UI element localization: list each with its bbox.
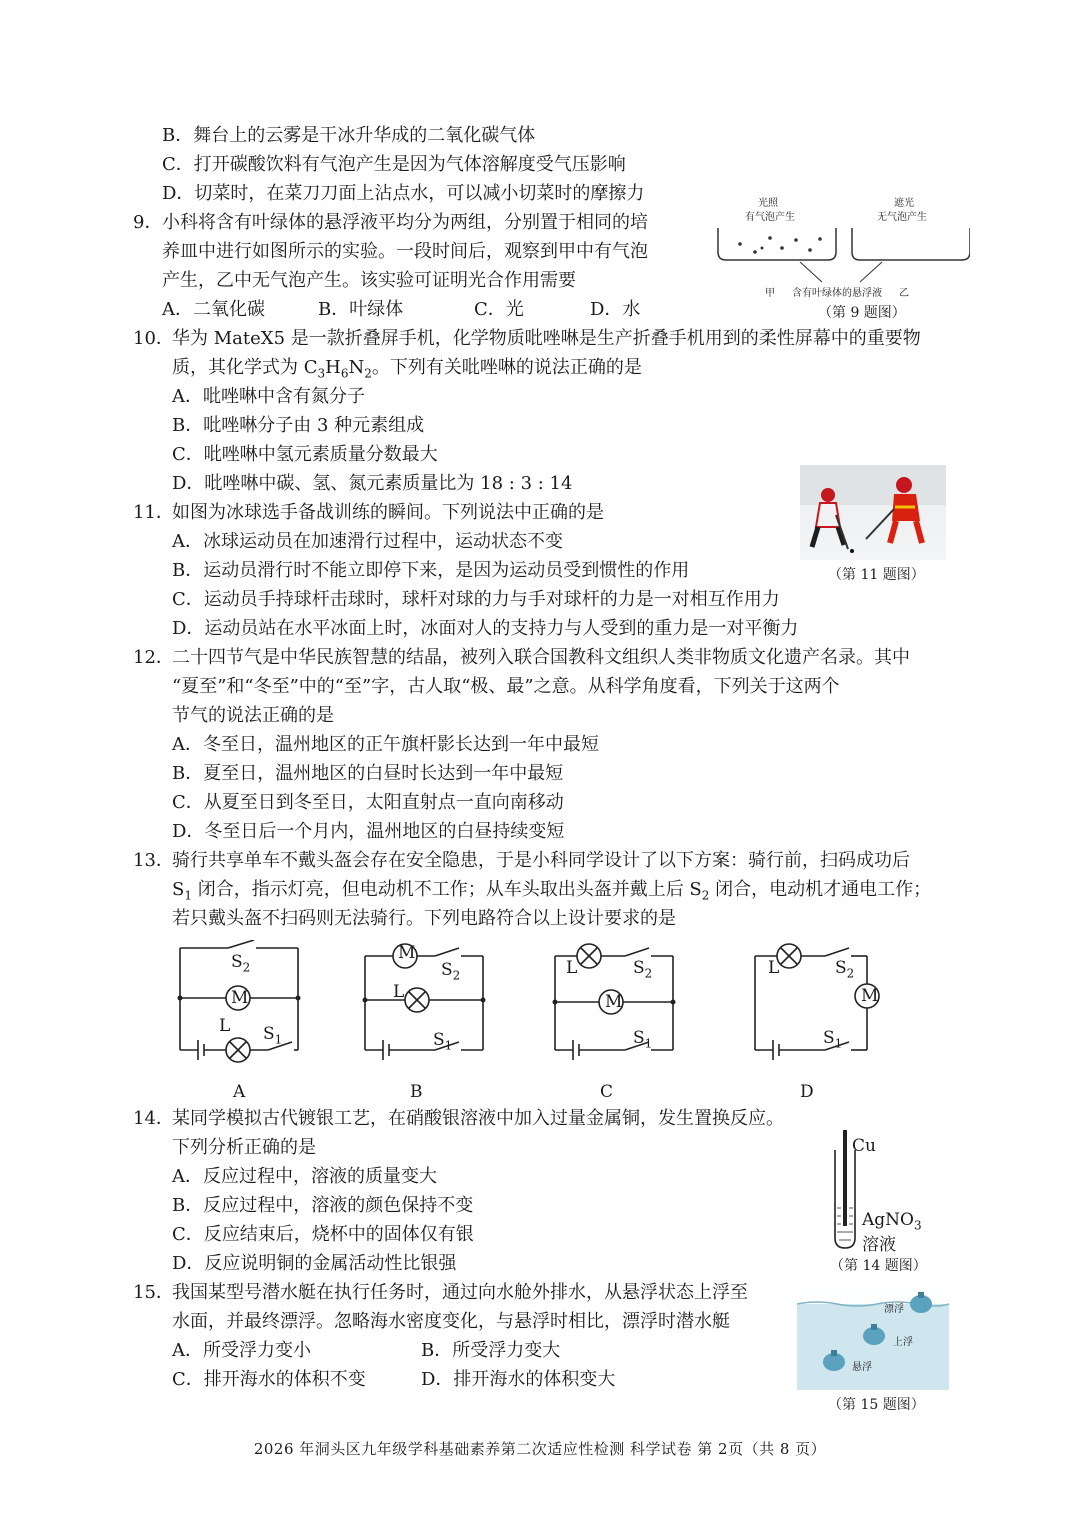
circuit-d-motor-label: M bbox=[861, 986, 879, 1006]
q15-rise-label: 上浮 bbox=[893, 1337, 913, 1348]
circuit-c-s1-label: $S_1$ bbox=[633, 1028, 653, 1051]
q12-option-b: B．夏至日，温州地区的白昼时长达到一年中最短 bbox=[172, 763, 564, 784]
circuit-b-s2-label: $S_2$ bbox=[441, 960, 461, 983]
circuit-a-label: A bbox=[233, 1082, 246, 1102]
q15-number: 15． bbox=[133, 1282, 174, 1303]
q9-number: 9． bbox=[133, 212, 163, 233]
q10-number: 10． bbox=[133, 328, 174, 349]
q15-option-a: A．所受浮力变小 bbox=[172, 1340, 311, 1361]
circuit-b-motor-label: M bbox=[398, 943, 416, 963]
q11-option-b: B．运动员滑行时不能立即停下来，是因为运动员受到惯性的作用 bbox=[172, 560, 690, 581]
q15-option-c: C．排开海水的体积不变 bbox=[172, 1369, 366, 1390]
circuit-d-s1-label: $S_1$ bbox=[823, 1028, 843, 1051]
q13-line-3: 若只戴头盔不扫码则无法骑行。下列电路符合以上设计要求的是 bbox=[172, 908, 676, 929]
q9-option-d: D．水 bbox=[590, 299, 641, 320]
q13-line-1: 骑行共享单车不戴头盔会存在安全隐患，于是小科同学设计了以下方案：骑行前，扫码成功后 bbox=[172, 850, 910, 871]
circuit-a-motor-label: M bbox=[231, 988, 249, 1008]
q9-fig-suspension: 含有叶绿体的悬浮液 bbox=[792, 288, 882, 299]
q14-caption: （第 14 题图） bbox=[830, 1258, 927, 1274]
q14-line-2: 下列分析正确的是 bbox=[172, 1137, 316, 1158]
q15-suspend-label: 悬浮 bbox=[852, 1362, 872, 1373]
q10-option-a: A．吡唑啉中含有氮分子 bbox=[172, 386, 365, 407]
q12-option-c: C．从夏至日到冬至日，太阳直射点一直向南移动 bbox=[172, 792, 564, 813]
q8-option-b: B．舞台上的云雾是干冰升华成的二氧化碳气体 bbox=[162, 125, 536, 146]
q10-line-2: 质，其化学式为 $C_3H_6N_2$。下列有关吡唑啉的说法正确的是 bbox=[172, 357, 642, 381]
circuit-d-label: D bbox=[800, 1082, 814, 1102]
q14-option-a: A．反应过程中，溶液的质量变大 bbox=[172, 1166, 437, 1187]
circuit-b-lamp-label: L bbox=[393, 982, 405, 1002]
q10-option-d: D．吡唑啉中碳、氢、氮元素质量比为 18 : 3 : 14 bbox=[172, 473, 573, 494]
q14-option-d: D．反应说明铜的金属活动性比银强 bbox=[172, 1253, 457, 1274]
q12-option-a: A．冬至日，温州地区的正午旗杆影长达到一年中最短 bbox=[172, 734, 599, 755]
q15-option-d: D．排开海水的体积变大 bbox=[421, 1369, 616, 1390]
q11-caption: （第 11 题图） bbox=[828, 567, 925, 583]
circuit-c-lamp-label: L bbox=[566, 958, 578, 978]
circuit-c-s2-label: $S_2$ bbox=[633, 958, 653, 981]
q9-fig-bubbles: 有气泡产生 bbox=[745, 212, 795, 223]
circuit-b-label: B bbox=[410, 1082, 423, 1102]
q11-option-d: D．运动员站在水平冰面上时，冰面对人的支持力与人受到的重力是一对平衡力 bbox=[172, 618, 799, 639]
q14-solution-label: 溶液 bbox=[862, 1235, 896, 1255]
circuit-c-label: C bbox=[600, 1082, 614, 1102]
q11-number: 11． bbox=[133, 502, 174, 523]
q9-option-c: C．光 bbox=[474, 299, 524, 320]
circuit-c-motor-label: M bbox=[605, 992, 623, 1012]
q14-option-b: B．反应过程中，溶液的颜色保持不变 bbox=[172, 1195, 474, 1216]
q12-line-1: 二十四节气是中华民族智慧的结晶，被列入联合国教科文组织人类非物质文化遗产名录。其中 bbox=[172, 647, 910, 668]
q9-line-2: 养皿中进行如图所示的实验。一段时间后，观察到甲中有气泡 bbox=[162, 241, 648, 262]
q11-line: 如图为冰球选手备战训练的瞬间。下列说法中正确的是 bbox=[172, 502, 604, 523]
q9-fig-no-bubbles: 无气泡产生 bbox=[877, 212, 927, 223]
q14-cu-label: Cu bbox=[852, 1136, 876, 1156]
q15-option-b: B．所受浮力变大 bbox=[421, 1340, 561, 1361]
q9-fig-jia: 甲 bbox=[765, 288, 775, 299]
q13-line-2: $S_1$ 闭合，指示灯亮，但电动机不工作；从车头取出头盔并戴上后 $S_2$ 闭合，电动机才通电工作； bbox=[172, 879, 932, 903]
circuit-d-s2-label: $S_2$ bbox=[835, 958, 855, 981]
q10-option-b: B．吡唑啉分子由 3 种元素组成 bbox=[172, 415, 425, 436]
q9-line-3: 产生，乙中无气泡产生。该实验可证明光合作用需要 bbox=[162, 270, 576, 291]
circuit-a-s1-label: $S_1$ bbox=[263, 1024, 283, 1047]
q12-line-3: 节气的说法正确的是 bbox=[172, 705, 334, 726]
q12-line-2: “夏至”和“冬至”中的“至”字，古人取“极、最”之意。从科学角度看，下列关于这两个 bbox=[172, 676, 840, 697]
page-footer: 2026 年洞头区九年级学科基础素养第二次适应性检测 科学试卷 第 2页（共 8 页） bbox=[253, 1440, 827, 1458]
circuit-b bbox=[355, 940, 495, 1070]
circuit-a-lamp-label: L bbox=[219, 1016, 231, 1036]
q14-line-1: 某同学模拟古代镀银工艺，在硝酸银溶液中加入过量金属铜，发生置换反应。 bbox=[172, 1108, 784, 1129]
q10-option-c: C．吡唑啉中氢元素质量分数最大 bbox=[172, 444, 438, 465]
q15-caption: （第 15 题图） bbox=[828, 1397, 925, 1413]
q12-number: 12． bbox=[133, 647, 174, 668]
q10-line-1: 华为 MateX5 是一款折叠屏手机，化学物质吡唑啉是生产折叠手机用到的柔性屏幕中的重要物 bbox=[172, 328, 921, 349]
q15-submarine-figure bbox=[797, 1290, 949, 1390]
q8-option-d: D．切菜时，在菜刀刀面上沾点水，可以减小切菜时的摩擦力 bbox=[162, 183, 645, 204]
q13-number: 13． bbox=[133, 850, 174, 871]
q11-option-a: A．冰球运动员在加速滑行过程中，运动状态不变 bbox=[172, 531, 563, 552]
q14-option-c: C．反应结束后，烧杯中的固体仅有银 bbox=[172, 1224, 474, 1245]
q9-fig-dark: 遮光 bbox=[894, 198, 914, 209]
circuit-b-s1-label: $S_1$ bbox=[433, 1030, 453, 1053]
q9-fig-light: 光照 bbox=[758, 198, 778, 209]
circuit-d-lamp-label: L bbox=[768, 958, 780, 978]
q9-fig-yi: 乙 bbox=[899, 288, 909, 299]
q14-number: 14． bbox=[133, 1108, 174, 1129]
q9-option-b: B．叶绿体 bbox=[318, 299, 404, 320]
q15-line-2: 水面，并最终漂浮。忽略海水密度变化，与悬浮时相比，漂浮时潜水艇 bbox=[172, 1311, 730, 1332]
q15-float-label: 漂浮 bbox=[884, 1304, 904, 1315]
q15-line-1: 我国某型号潜水艇在执行任务时，通过向水舱外排水，从悬浮状态上浮至 bbox=[172, 1282, 748, 1303]
q14-agno3-label: AgNO$_3$ bbox=[862, 1210, 922, 1233]
q11-option-c: C．运动员手持球杆击球时，球杆对球的力与手对球杆的力是一对相互作用力 bbox=[172, 589, 780, 610]
q11-hockey-photo bbox=[800, 465, 946, 560]
circuit-a-s2-label: $S_2$ bbox=[231, 952, 251, 975]
q8-option-c: C．打开碳酸饮料有气泡产生是因为气体溶解度受气压影响 bbox=[162, 154, 626, 175]
q9-option-a: A．二氧化碳 bbox=[162, 299, 265, 320]
q9-line-1: 小科将含有叶绿体的悬浮液平均分为两组，分别置于相同的培 bbox=[162, 212, 648, 233]
q9-caption: （第 9 题图） bbox=[818, 305, 906, 321]
q12-option-d: D．冬至日后一个月内，温州地区的白昼持续变短 bbox=[172, 821, 565, 842]
